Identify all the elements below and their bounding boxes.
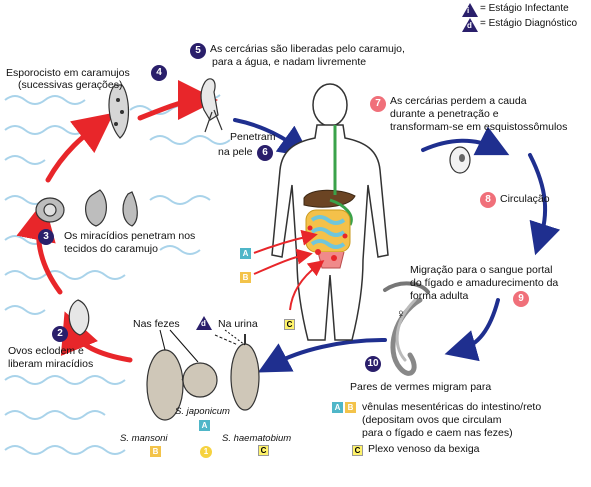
step-2-text-line2: liberam miracídios xyxy=(8,358,94,370)
urine-label: Na urina xyxy=(218,318,258,330)
sporocyst-illustration xyxy=(109,85,129,138)
diagnostic-stage-icon: d xyxy=(462,18,478,32)
step-7-text-line1: As cercárias perdem a cauda xyxy=(390,95,527,107)
step-3-text-line1: Os miracídios penetram nos xyxy=(64,230,196,242)
step-9-text-line1: Migração para o sangue portal xyxy=(410,264,553,276)
tag-a-japonicum: A xyxy=(199,420,210,431)
diagnostic-stage-marker: d xyxy=(196,316,212,330)
step-10-badge: 10 xyxy=(365,356,381,372)
step-9-text-line2: do fígado e amadurecimento da xyxy=(410,277,559,289)
step-3-badge: 3 xyxy=(38,229,54,245)
step-8-label: Circulação xyxy=(500,193,550,205)
tag-a-body: A xyxy=(240,248,251,259)
step-8-badge: 8 xyxy=(480,192,496,208)
tag-b-body: B xyxy=(240,272,251,283)
water-waves xyxy=(5,91,230,454)
infective-stage-icon: i xyxy=(462,3,478,17)
egg-label-japonicum: S. japonicum xyxy=(175,406,230,417)
tag-1-egg-stage: 1 xyxy=(200,446,212,458)
legend-diagnostic-label: = Estágio Diagnóstico xyxy=(480,18,578,29)
step-7-badge: 7 xyxy=(370,96,386,112)
step-2-text-line1: Ovos eclodem e xyxy=(8,345,84,357)
tag-c-body: C xyxy=(284,319,295,330)
egg-label-haematobium: S. haematobium xyxy=(222,433,292,444)
feces-label: Nas fezes xyxy=(133,318,180,330)
step-10-text-line5: Plexo venoso da bexiga xyxy=(368,443,480,455)
tag-c-haematobium: C xyxy=(258,445,269,456)
step-9-badge: 9 xyxy=(513,291,529,307)
schistosomulum-illustration xyxy=(450,147,470,173)
step-5-text-line1: As cercárias são liberadas pelo caramujo, xyxy=(210,43,405,55)
step-3-text-line2: tecidos do caramujo xyxy=(64,243,158,255)
step-5-text-line2: para a água, e nadam livremente xyxy=(212,56,367,68)
step-10-text-line1: Pares de vermes migram para xyxy=(350,381,492,393)
tag-b-step10: B xyxy=(345,402,356,413)
step-10-text-line3: (depositam ovos que circulam xyxy=(362,414,502,426)
tag-c-step10: C xyxy=(352,445,363,456)
female-symbol: ♀ xyxy=(396,306,406,321)
step-6-text-line1: Penetram xyxy=(230,131,276,143)
step-4-badge: 4 xyxy=(151,65,167,81)
step-10-text-line2: vênulas mesentéricas do intestino/reto xyxy=(362,401,542,413)
step-4-text-line1: Esporocisto em caramujos xyxy=(6,67,130,79)
cercaria-illustration xyxy=(201,79,222,132)
egg-label-mansoni: S. mansoni xyxy=(120,433,168,444)
step-6-badge: 6 xyxy=(257,145,273,161)
step-2-badge: 2 xyxy=(52,326,68,342)
step-6-text-line2: na pele xyxy=(218,146,253,158)
step-5-badge: 5 xyxy=(190,43,206,59)
snail-illustrations xyxy=(36,190,137,226)
step-9-text-line3: forma adulta xyxy=(410,290,469,302)
tag-b-mansoni: B xyxy=(150,446,161,457)
tag-a-step10: A xyxy=(332,402,343,413)
step-7-text-line3: transformam-se em esquistossômulos xyxy=(390,121,568,133)
step-7-text-line2: durante a penetração e xyxy=(390,108,499,120)
step-10-text-line4: para o fígado e caem nas fezes) xyxy=(362,427,513,439)
legend-infective-label: = Estágio Infectante xyxy=(480,3,569,14)
step-4-text-line2: (sucessivas gerações) xyxy=(18,79,123,91)
